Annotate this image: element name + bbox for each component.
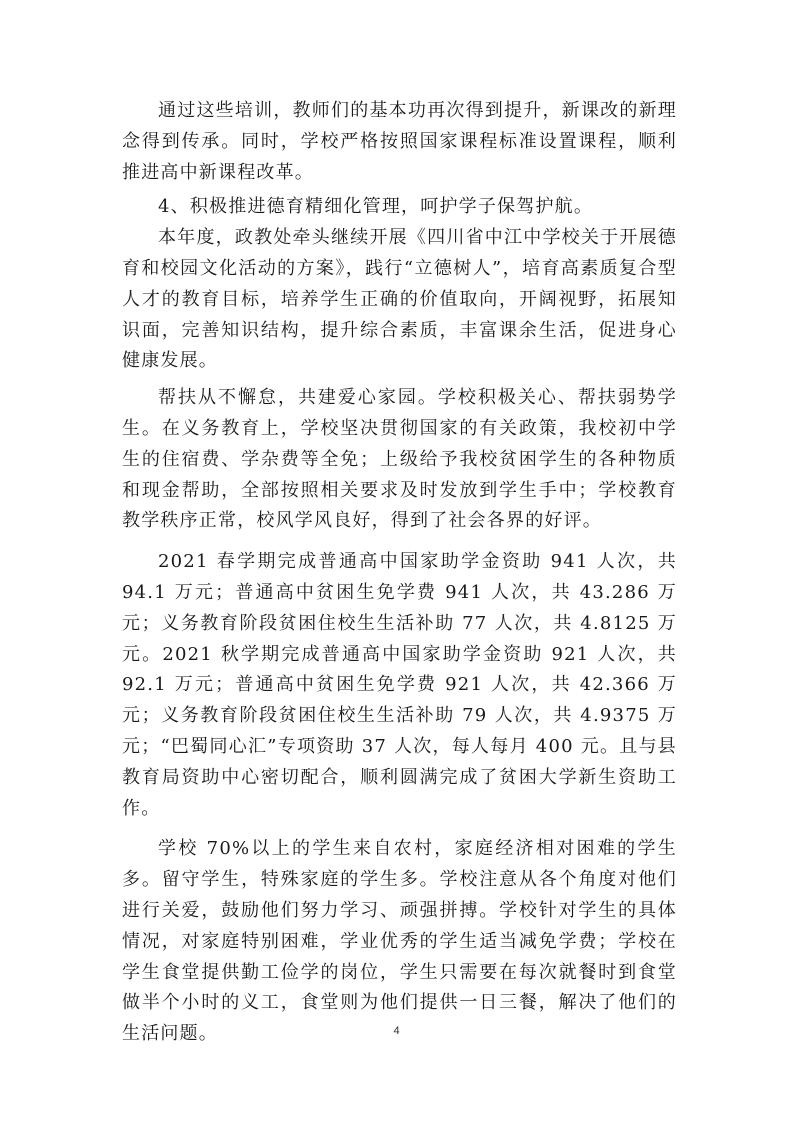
section-heading-moral-education: 4、积极推进德育精细化管理，呵护学子保驾护航。 [158, 196, 594, 218]
paragraph-student-support: 帮扶从不懈怠，共建爱心家园。学校积极关心、帮扶弱势学生。在义务教育上，学校坚决贯彻国家的有关政策，我校初中学生的住宿费、学杂费等全免；上级给予我校贫困学生的各种物质和现金帮助，全部按照相关要求及时发放到学生手中；学校教育教学秩序正常，校风学风良好，得到了社会各界的好评。 [122, 387, 677, 532]
document-body [122, 96, 677, 1050]
paragraph-financial-aid: 2021 春学期完成普通高中国家助学金资助 941 人次，共 94.1 万元；普通高中贫困生免学费 941 人次，共 43.286 万元；义务教育阶段贫困住校生生活补助 77 人次，共 4.8125 万元。2021 秋学期完成普通高中国家助学金资助 921 人次，共 92.1 万元；普通高中贫困生免学费 921 人次，共 42.366 万元；义务教育阶段贫困住校生生活补助 79 人次，共 4.9375 万元；“巴蜀同心汇”专项资助 37 人次，每人每月 400 元。且与县教育局资助中心密切配合，顺利圆满完成了贫困大学新生资助工作。 [122, 551, 677, 819]
paragraph-moral-education-plan: 本年度，政教处牵头继续开展《四川省中江中学校关于开展德育和校园文化活动的方案》，践行“立德树人”，培育高素质复合型人才的教育目标，培养学生正确的价值取向，开阔视野，拓展知识面，完善知识结构，提升综合素质，丰富课余生活，促进身心健康发展。 [122, 227, 677, 372]
paragraph-rural-students: 学校 70%以上的学生来自农村，家庭经济相对困难的学生多。留守学生，特殊家庭的学生多。学校注意从各个角度对他们进行关爱，鼓励他们努力学习、顽强拼搏。学校针对学生的具体情况，对家庭特别困难，学业优秀的学生适当减免学费；学校在学生食堂提供勤工俭学的岗位，学生只需要在每次就餐时到食堂做半个小时的义工，食堂则为他们提供一日三餐，解决了他们的生活问题。 [122, 838, 677, 1045]
paragraph-training-outcome: 通过这些培训，教师们的基本功再次得到提升，新课改的新理念得到传承。同时，学校严格按照国家课程标准设置课程，顺利推进高中新课程改革。 [122, 100, 677, 183]
page-number: 4 [393, 1025, 400, 1037]
